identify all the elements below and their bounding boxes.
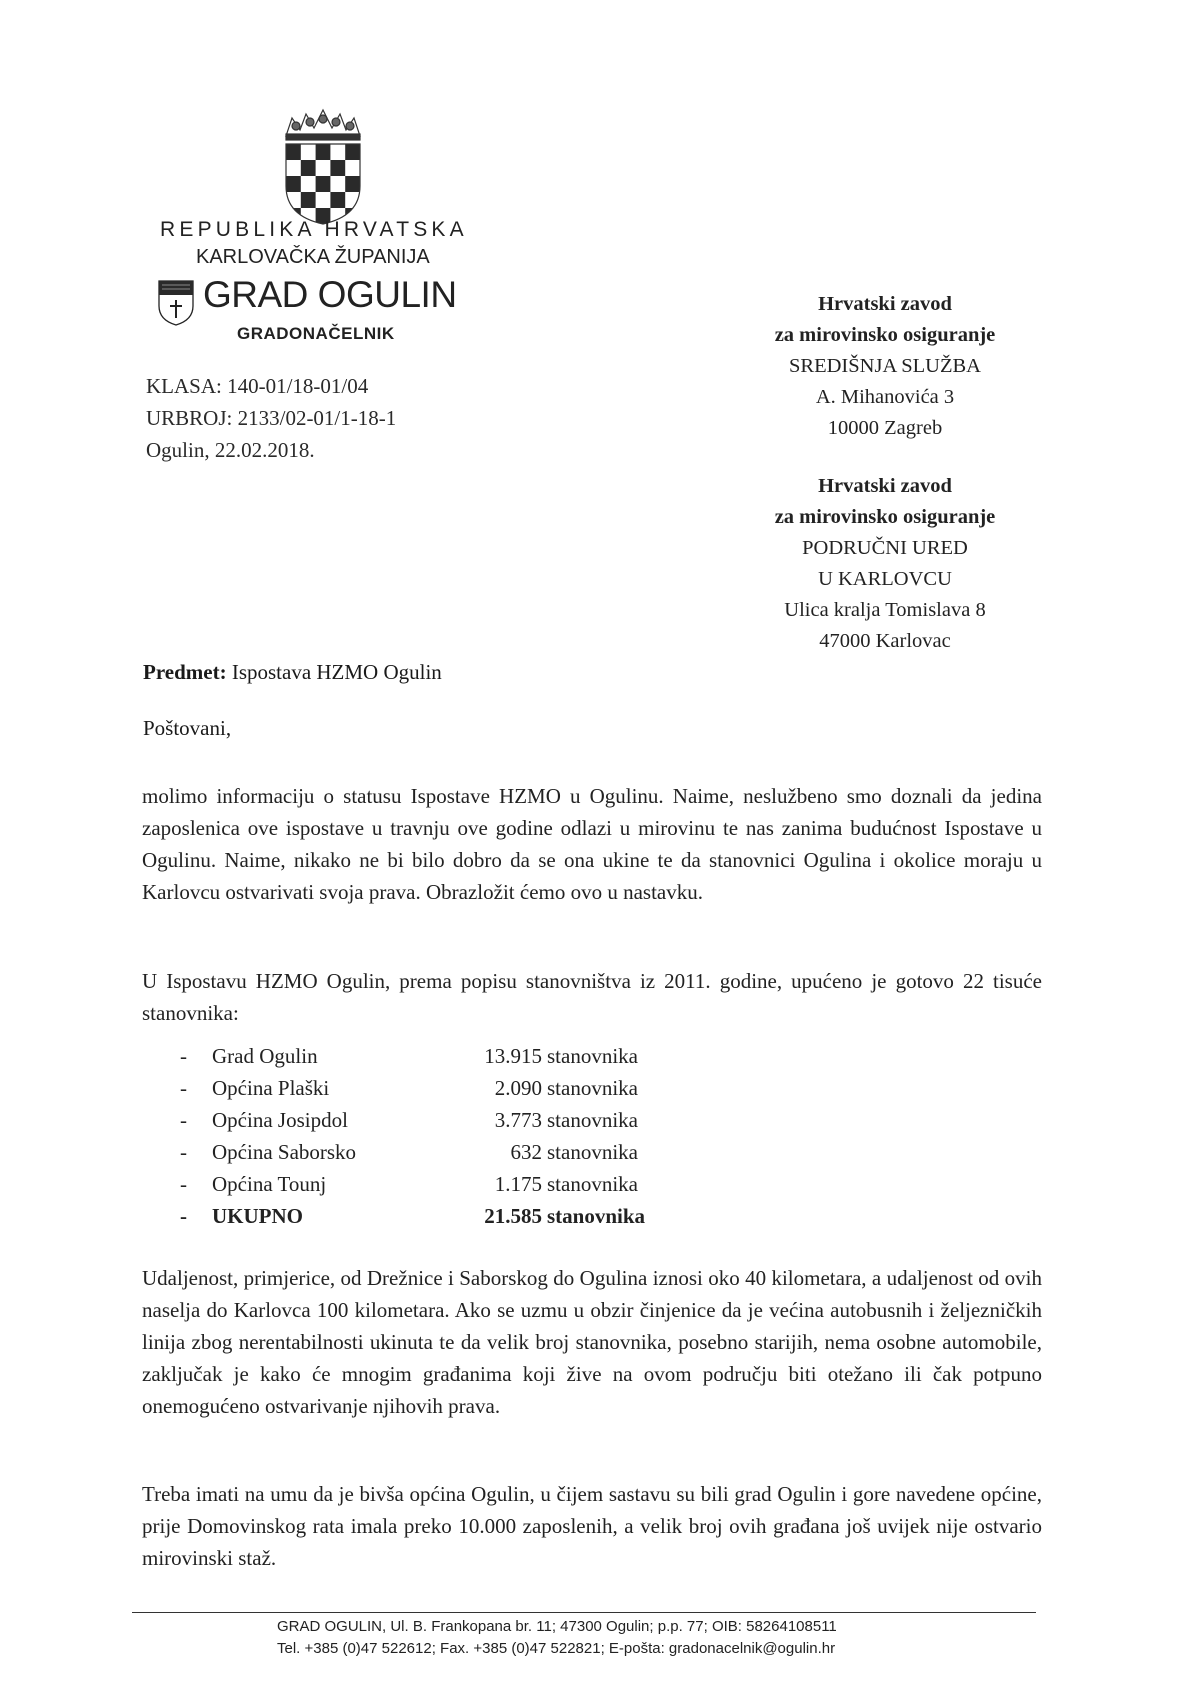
croatian-coat-of-arms-icon <box>278 108 368 226</box>
population-count: 632 <box>510 1140 542 1164</box>
list-dash: - <box>180 1204 187 1228</box>
total-unit: stanovnika <box>547 1204 646 1228</box>
municipality-name: Grad Ogulin <box>212 1044 318 1068</box>
population-count: 13.915 <box>484 1044 542 1068</box>
recipient-line: 10000 Zagreb <box>827 417 943 439</box>
paragraph-population: U Ispostavu HZMO Ogulin, prema popisu stanovništva iz 2011. godine, upućeno je gotovo 22 tisuće stanovnika: <box>142 969 1042 1025</box>
population-unit: stanovnika <box>547 1044 638 1068</box>
recipient-line: 47000 Karlovac <box>819 630 951 652</box>
recipient-line: A. Mihanovića 3 <box>815 386 955 408</box>
municipality-name: Općina Saborsko <box>212 1140 357 1164</box>
footer-address: GRAD OGULIN, Ul. B. Frankopana br. 11; 47300 Ogulin; p.p. 77; OIB: 58264108511 <box>277 1618 837 1635</box>
recipient-org-sub: za mirovinsko osiguranje <box>774 324 996 346</box>
population-unit: stanovnika <box>547 1172 638 1196</box>
municipality-name: Općina Tounj <box>212 1172 327 1196</box>
population-count: 3.773 <box>494 1108 542 1132</box>
paragraph-employment: Treba imati na umu da je bivša općina Ogulin, u čijem sastavu su bili grad Ogulin i gore navedene općine, prije Domovinskog rata imala preko 10.000 zaposlenih, a velik broj ovih građana još uvijek nije ostvario mirovinski staž. <box>142 1482 1042 1570</box>
population-unit: stanovnika <box>547 1076 638 1100</box>
ogulin-city-shield-icon <box>158 280 194 326</box>
recipient-line: PODRUČNI URED <box>802 537 968 559</box>
population-count: 1.175 <box>494 1172 542 1196</box>
subject-line <box>143 660 442 685</box>
city-name: GRAD OGULIN <box>203 274 457 315</box>
municipality-name: Općina Josipdol <box>212 1108 348 1132</box>
recipient-line: Ulica kralja Tomislava 8 <box>784 599 986 621</box>
klasa-number: KLASA: 140-01/18-01/04 <box>146 374 369 398</box>
list-dash: - <box>180 1044 187 1068</box>
country-name: REPUBLIKA HRVATSKA <box>160 218 468 241</box>
paragraph-distance: Udaljenost, primjerice, od Drežnice i Saborskog do Ogulina iznosi oko 40 kilometara, a udaljenost od ovih naselja do Karlovca 100 kilometara. Ako se uzmu u obzir činjenice da je većina autobusnih i željezničkih linija zbog nerentabilnosti ukinuta te da velik broj stanovnika, posebno starijih, nema osobne automobile, zaključak je kako će mnogim građanima koji žive na ovom području biti otežano ili čak potpuno onemogućeno ostvarivanje njihovih prava. <box>142 1266 1042 1418</box>
paragraph-intro: molimo informaciju o statusu Ispostave HZMO u Ogulinu. Naime, neslužbeno smo doznali da jedina zaposlenica ove ispostave u travnju ove godine odlazi u mirovinu te nas zanima budućnost Ispostave u Ogulinu. Naime, nikako ne bi bilo dobro da se ona ukine te da stanovnici Ogulina i okolice moraju u Karlovcu ostvarivati svoja prava. Obrazložit ćemo ovo u nastavku. <box>142 784 1042 904</box>
recipient-org: Hrvatski zavod <box>818 475 952 497</box>
recipient-org: Hrvatski zavod <box>818 293 952 315</box>
total-label: UKUPNO <box>212 1204 303 1228</box>
office-name: GRADONAČELNIK <box>237 324 395 343</box>
recipient-org-sub: za mirovinsko osiguranje <box>774 506 996 528</box>
recipient-line: SREDIŠNJA SLUŽBA <box>789 355 981 377</box>
place-date: Ogulin, 22.02.2018. <box>146 438 315 462</box>
urbroj-number: URBROJ: 2133/02-01/1-18-1 <box>146 406 397 430</box>
list-dash: - <box>180 1108 187 1132</box>
recipient-line: U KARLOVCU <box>818 568 952 590</box>
list-dash: - <box>180 1172 187 1196</box>
population-count: 2.090 <box>494 1076 542 1100</box>
population-unit: stanovnika <box>547 1108 638 1132</box>
footer-divider <box>132 1612 1036 1613</box>
greeting: Poštovani, <box>143 716 232 740</box>
list-dash: - <box>180 1140 187 1164</box>
recipient-block-zagreb <box>700 289 1070 444</box>
recipient-block-karlovac <box>700 471 1070 657</box>
county-name: KARLOVAČKA ŽUPANIJA <box>196 246 430 268</box>
total-count: 21.585 <box>484 1204 542 1228</box>
subject-text: Ispostava HZMO Ogulin <box>226 660 442 684</box>
population-unit: stanovnika <box>547 1140 638 1164</box>
list-dash: - <box>180 1076 187 1100</box>
footer-contact: Tel. +385 (0)47 522612; Fax. +385 (0)47 522821; E-pošta: gradonacelnik@ogulin.hr <box>277 1640 836 1657</box>
municipality-name: Općina Plaški <box>212 1076 330 1100</box>
subject-label: Predmet: <box>143 660 227 684</box>
